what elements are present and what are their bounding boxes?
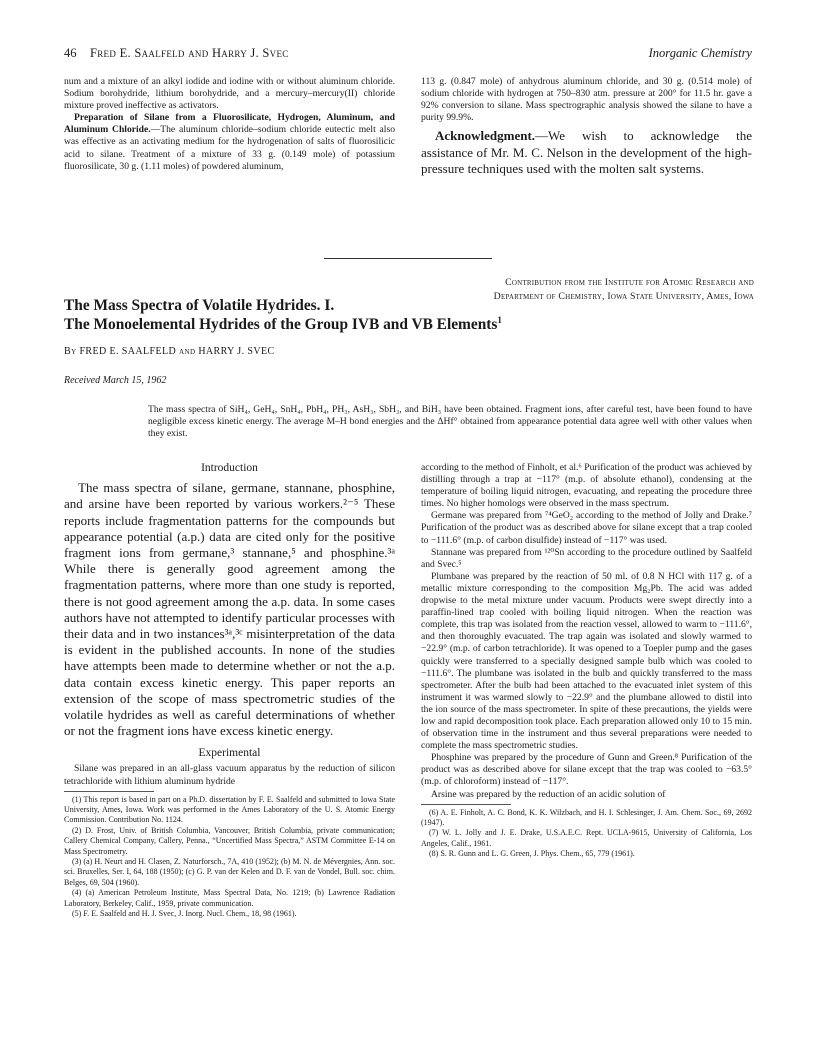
footnote: (6) A. E. Finholt, A. C. Bond, K. K. Wilzbach, and H. I. Schlesinger, J. Am. Chem. Soc., 69, 2692 (1947). — [421, 807, 752, 828]
paragraph: Arsine was prepared by the reduction of an acidic solution of — [431, 788, 666, 800]
top-left-column — [64, 76, 395, 173]
paragraph: num and a mixture of an alkyl iodide and iodine with or without aluminum chloride. Sodium borohydride, lithium borohydride, and a mercury–mercury(II) chloride mixture proved ineffective as activators. — [64, 76, 395, 112]
paragraph: Stannane was prepared from ¹²⁰Sn according to the procedure outlined by Saalfeld and Svec.⁵ — [421, 546, 752, 570]
paragraph: The mass spectra of silane, germane, stannane, phosphine, and arsine have been reported by various workers.²⁻⁵ These reports include fragmentation patterns for the compounds but appearance potential (a.p.) data are cited only for the positive fragment ions from germane,³ stannane,⁵ and phosphine.³ᵃ While there is generally good agreement among the fragmentation patterns, where more than one study is reported, there is not good agreement among the a.p. data. In some cases authors have not attempted to identify particular processes with their data and in two instances³ᵃ,³ᶜ misinterpretation of the data is evident in the published accounts. In none of the studies have attempts been made to determine whether or not the a.p. data contain excess kinetic energy. This paper reports an extension of the scope of mass spectrometric studies of the volatile hydrides as well as careful determinations of whether or not the fragment ions have excess kinetic energy. — [64, 480, 395, 739]
author-name: FRED E. SAALFELD — [79, 346, 177, 357]
top-right-column — [421, 76, 752, 177]
paragraph: Plumbane was prepared by the reaction of 50 ml. of 0.8 N HCl with 117 g. of a metallic mixture corresponding to the composition Mg₂Pb. The acid was added dropwise to the metal mixture under vacuum. Products were swept directly into a paraffin-lined trap cooled with boiling liquid nitrogen. When the reaction was complete, this trap was isolated from the reaction vessel, allowed to warm to −111.6°, and then thoroughly evacuated. The trap again was isolated and slowly warmed to −22.9° (m.p. of carbon tetrachloride). It was opened to a Toepler pump and the gases quickly were transferred to a specially designed sample bulb which was cooled to −111.6°. The plumbane was isolated in the bulb and quickly transferred to the mass spectrometer. After the bulb had been attached to the evacuated inlet system of this instrument it was warmed slowly to −22.9° and the plumbane allowed to distil into the ion source of the mass spectrometer. In spite of these precautions, the yields were low and rapid decomposition took place. Each preparation allowed only 10 to 15 min. of observation time in the instrument and thus several preparations were needed to complete the mass spectrometric studies. — [421, 570, 752, 752]
running-head-journal: Inorganic Chemistry — [648, 46, 752, 60]
paragraph: Germane was prepared from ⁷⁴GeO₂ according to the method of Jolly and Drake.⁷ Purification of the product was as described above for silane except that a trap cooled to −111.6° (m.p. of carbon disulfide) instead of −117° was used. — [421, 510, 752, 546]
footnote-mark: 1 — [497, 314, 502, 325]
section-heading-introduction: Introduction — [201, 462, 258, 474]
acknowledgment-heading: Acknowledgment. — [435, 128, 536, 144]
footnotes — [421, 808, 752, 860]
article-title — [64, 296, 754, 334]
paragraph — [64, 112, 395, 172]
section-divider — [324, 258, 492, 259]
footnotes — [64, 795, 395, 920]
paragraph: Silane was prepared in an all-glass vacuum apparatus by the reduction of silicon tetrachloride with lithium aluminum hydride — [64, 763, 395, 787]
introduction-body — [64, 480, 395, 739]
left-column — [64, 462, 395, 920]
footnote: (5) F. E. Saalfeld and H. J. Svec, J. Inorg. Nucl. Chem., 18, 98 (1961). — [72, 909, 297, 919]
title-line-1: The Mass Spectra of Volatile Hydrides. I. — [64, 297, 335, 314]
paragraph: Phosphine was prepared by the procedure of Gunn and Green.⁸ Purification of the product was as described above for silane except that the trap was cooled to −63.5° (m.p. of chloroform) instead of −117°. — [421, 752, 752, 788]
footnote: (8) S. R. Gunn and L. G. Green, J. Phys. Chem., 65, 779 (1961). — [429, 849, 635, 859]
footnote: (1) This report is based in part on a Ph.D. dissertation by F. E. Saalfeld and submitted to Iowa State University, Ames, Iowa. Work was performed in the Ames Laboratory of the U. S. Atomic Energy Commission. Contribution No. 1124. — [64, 794, 395, 825]
footnote-rule — [421, 804, 511, 805]
paragraph: according to the method of Finholt, et al.⁶ Purification of the product was achieved by distilling through a trap at −117° (m.p. of absolute ethanol), condensing at the temperature of boiling liquid nitrogen, evacuating, and repeating the procedure three times. No higher homologs were observed in the mass spectrum. — [421, 462, 752, 510]
title-line-2: The Monoelemental Hydrides of the Group IVB and VB Elements$^1$ — [64, 314, 502, 333]
paragraph — [421, 128, 752, 177]
received-date: Received March 15, 1962 — [64, 375, 167, 386]
contribution-line-1: Contribution from the Institute for Atomic Research and — [505, 277, 754, 288]
footnote: (2) D. Frost, Univ. of British Columbia, Vancouver, British Columbia, private communication; Callery Chemical Company, Callery, Penna., “Uncertified Mass Spectra,” ASTM Committee E-14 on Mass Spectrometry. — [64, 825, 395, 856]
footnote: (3) (a) H. Neurt and H. Clasen, Z. Naturforsch., 7A, 410 (1952); (b) M. N. de Mévergnies, Ann. soc. sci. Bruxelles, Ser. I, 64, 188 (1950); (c) G. P. van der Kelen and D. F. van de Vondel, Bull. soc. chim. Belges, 69, 504 (1960). — [64, 857, 395, 887]
right-column — [421, 462, 752, 860]
page-number: 46 — [64, 46, 77, 60]
footnote: (7) W. L. Jolly and J. E. Drake, U.S.A.E.C. Rept. UCLA-9615, University of California, Los Angeles, Calif., 1961. — [421, 828, 752, 848]
run-in-heading: Preparation of Silane from a Fluorosilicate, Hydrogen, Aluminum, and Aluminum Chloride. — [64, 112, 395, 136]
section-heading-experimental: Experimental — [198, 747, 261, 760]
acknowledgment-body: —We wish to acknowledge the assistance of Mr. M. C. Nelson in the development of the high-pressure techniques used with the molten salt systems. — [421, 128, 752, 176]
footnote-rule — [64, 791, 154, 792]
footnote: (4) (a) American Petroleum Institute, Mass Spectral Data, No. 1219; (b) Lawrence Radiation Laboratory, Berkeley, Calif., 1959, private communication. — [64, 888, 395, 908]
acknowledgment — [421, 128, 752, 177]
contribution-line-2: Department of Chemistry, Iowa State University, Ames, Iowa — [493, 290, 754, 302]
byline: By FRED E. SAALFELD and HARRY J. SVEC — [64, 346, 275, 357]
running-head-authors: Fred E. Saalfeld and Harry J. Svec — [90, 46, 289, 60]
author-name: HARRY J. SVEC — [198, 346, 275, 357]
abstract: The mass spectra of SiH₄, GeH₄, SnH₄, PbH₄, PH₃, AsH₃, SbH₃, and BiH₃ have been obtained. Fragment ions, after careful test, have been found to have negligible excess kinetic energy. The average M–H bond energies and the ΔHf° obtained from appearance potential data agree well with other values when they exist. — [148, 404, 752, 440]
paragraph: 113 g. (0.847 mole) of anhydrous aluminum chloride, and 30 g. (0.514 mole) of sodium chloride with hydrogen at 750–830 atm. pressure at 200° for 11.5 hr. gave a 92% conversion to silane. Mass spectrographic analysis showed the silane to have a purity 99.9%. — [421, 76, 752, 124]
paragraph-body: —The aluminum chloride–sodium chloride eutectic melt also was effective as an activating medium for the hydrogenation of salts of fluorosilicic acid to silane. Treatment of a mixture of 33 g. (0.149 mole) of potassium fluorosilicate, 30 g. (1.11 moles) of powdered aluminum, — [64, 124, 395, 172]
running-head — [64, 46, 752, 62]
